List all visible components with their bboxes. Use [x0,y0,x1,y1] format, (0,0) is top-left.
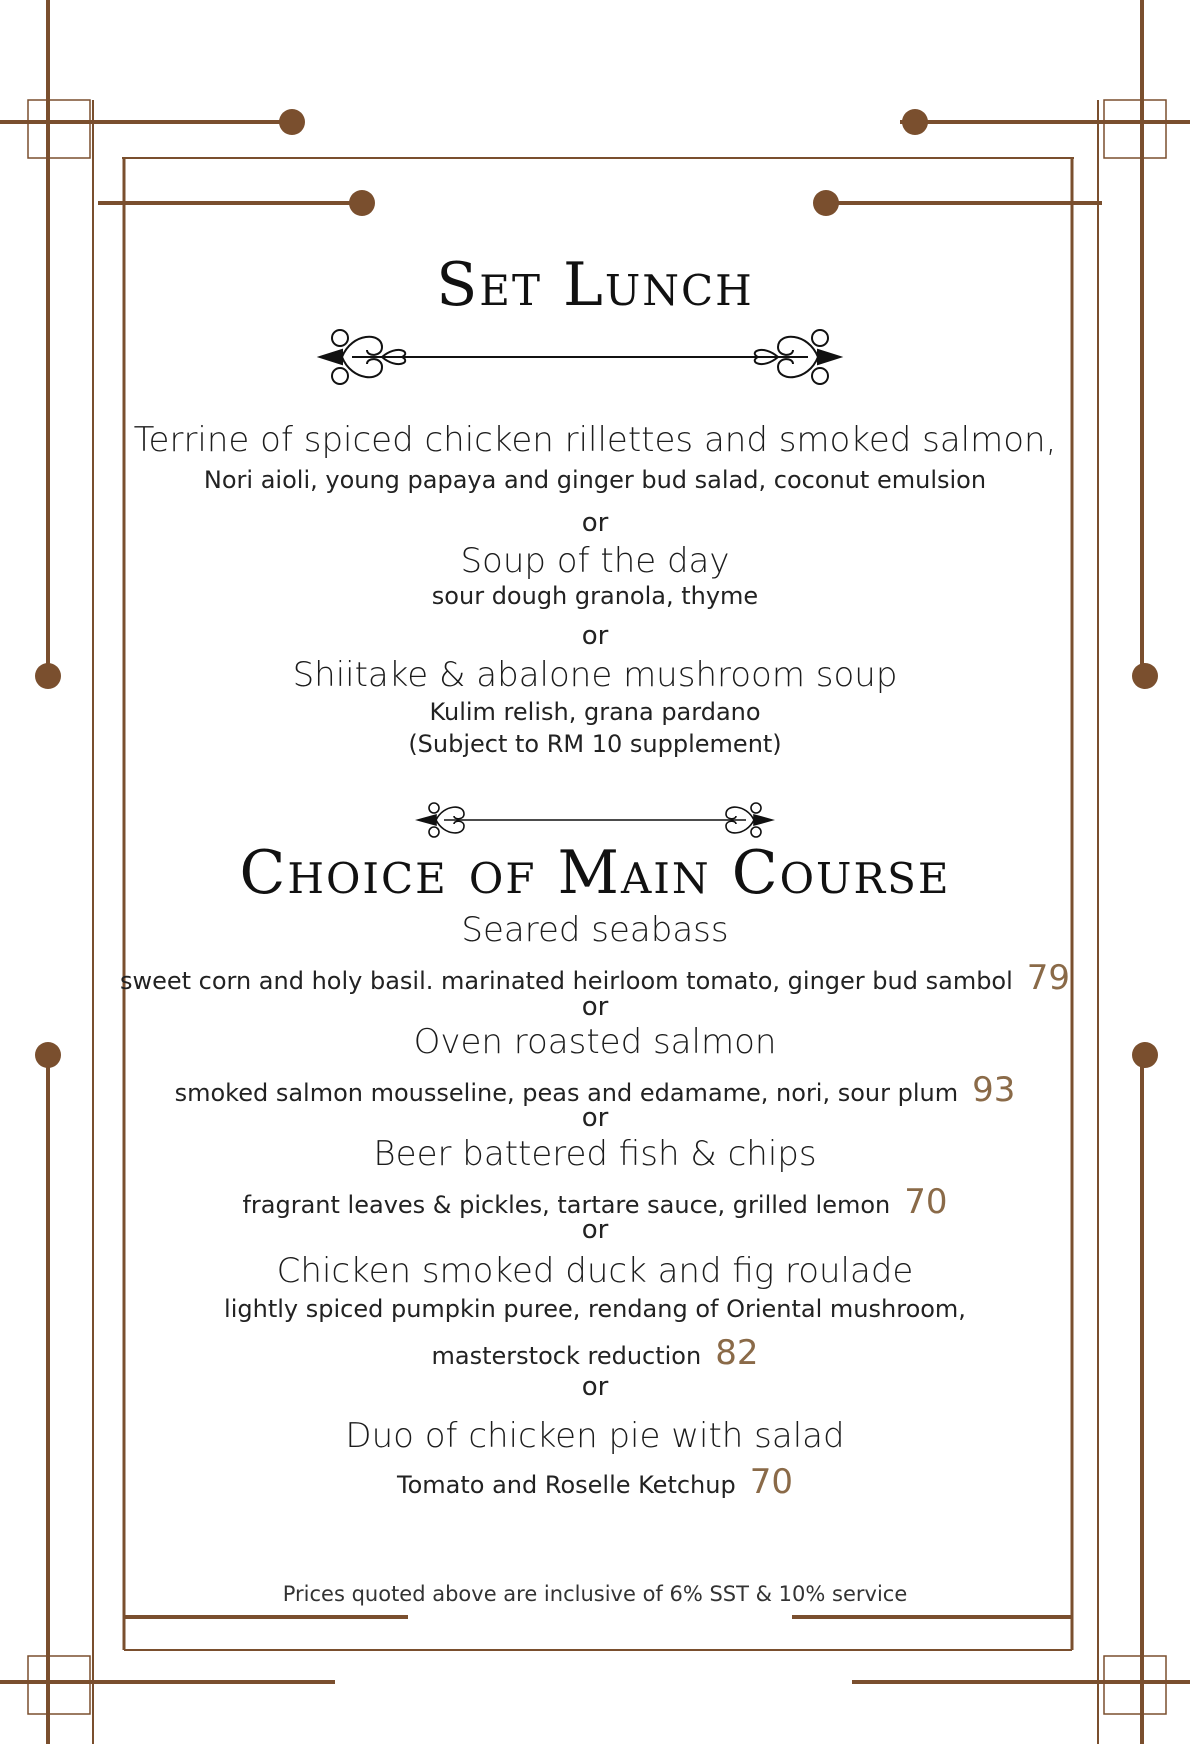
main-dish-name: Seared seabass [461,910,729,950]
or-separator: or [581,621,609,651]
starter-name: Shiitake & abalone mushroom soup [292,655,898,695]
main-dish-price: 82 [715,1333,759,1373]
main-dish-desc: sweet corn and holy basil. marinated heirloom tomato, ginger bud sambol [119,967,1013,995]
main-dish-price: 79 [1026,958,1071,998]
main-dish-price: 70 [749,1462,793,1502]
starter-desc: Nori aioli, young papaya and ginger bud salad, coconut emulsion [203,466,987,494]
main-dish-desc: smoked salmon mousseline, peas and edamame, nori, sour plum [174,1079,959,1107]
starter-name: Terrine of spiced chicken rillettes and smoked salmon, [133,420,1057,460]
or-separator: or [581,1215,609,1245]
main-dish-desc-row [0,1333,1190,1373]
divider-ornament [414,798,776,842]
main-dish-desc: fragrant leaves & pickles, tartare sauce, grilled lemon [242,1191,891,1219]
main-dish-name: Beer battered fish & chips [373,1134,817,1174]
starter-desc: sour dough granola, thyme [431,582,759,610]
or-separator: or [581,508,609,538]
starter-name: Soup of the day [460,541,730,581]
main-dish-price: 70 [904,1182,948,1222]
corner-square [28,1656,90,1714]
set-lunch-title: Set Lunch [436,250,754,320]
or-separator: or [581,1372,609,1402]
frame-dot [279,109,305,135]
divider-ornament [312,322,848,392]
main-dish-name: Duo of chicken pie with salad [345,1416,845,1456]
starter-desc: Kulim relish, grana pardano [429,698,761,726]
main-course-title: Choice of Main Course [239,838,951,908]
main-dish-price: 93 [972,1070,1016,1110]
or-separator: or [581,992,609,1022]
main-dish-desc: masterstock reduction [431,1342,702,1370]
corner-square [28,100,90,158]
frame-dot [349,190,375,216]
frame-dot [813,190,839,216]
main-dish-desc: Tomato and Roselle Ketchup [397,1471,736,1499]
price-disclaimer: Prices quoted above are inclusive of 6% SST & 10% service [282,1582,908,1606]
main-dish-desc-row [0,1462,1190,1502]
main-dish-name: Oven roasted salmon [413,1022,777,1062]
corner-square [1104,1656,1166,1714]
corner-square [1104,100,1166,158]
main-dish-name: Chicken smoked duck and fig roulade [276,1251,914,1291]
main-dish-desc: lightly spiced pumpkin puree, rendang of Oriental mushroom, [224,1295,966,1323]
frame-dot [902,109,928,135]
supplement-note: (Subject to RM 10 supplement) [408,730,782,758]
or-separator: or [581,1103,609,1133]
